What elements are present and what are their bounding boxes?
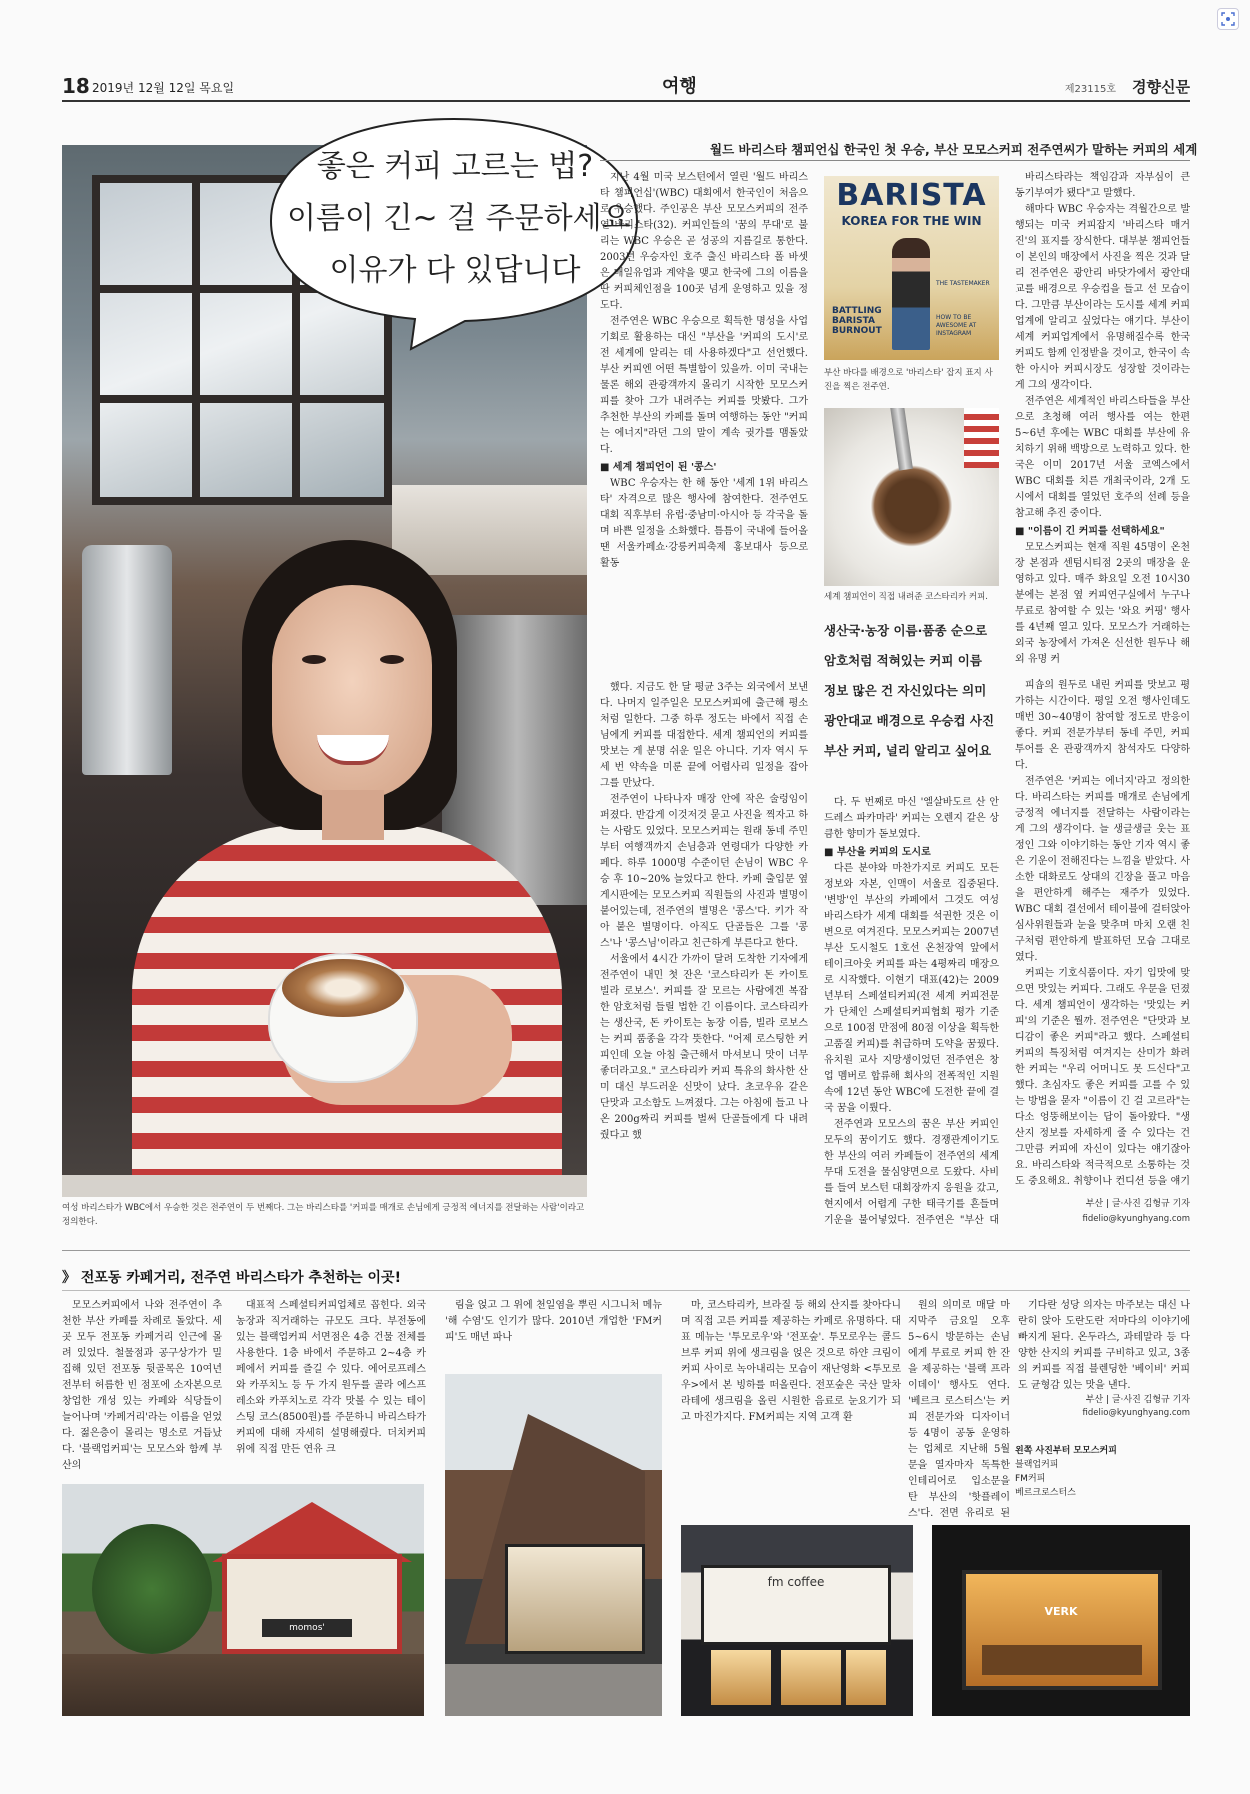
article-column-5 <box>1015 678 1190 1190</box>
sidebar-column-4 <box>681 1298 901 1520</box>
paragraph: WBC 우승자는 한 해 동안 '세계 1위 바리스타' 자격으로 많은 행사에 참여한다. 전주연도 대회 직후부터 유럽·중남미·아시아 등 각국을 돌며 바쁜 일정을 소화했다. 틈틈이 국내에 들어올 땐 서울카페쇼·강릉커피축제 홍보대사 등으로 활동 <box>600 478 808 569</box>
photo-blackup-coffee <box>445 1374 662 1716</box>
section-name: 여행 <box>662 76 697 97</box>
paragraph: 원의 의미로 매달 마지막주 금요일 오후 5~6시 방문하는 손님에게 무료로 커피 한 잔을 제공하는 '블랙 프라이데이' 행사도 연다. '베르크 로스터스'는 커피 전문가와 디자이너 등 4명이 공동 운영하는 업체로 지난해 5월 문을 열자마자 독특한 인테리어로 입소문을 탄 부산의 '핫플레이스'다. 전면 유리로 된 <box>908 1300 1010 1519</box>
verk-sign: VERK <box>1044 1605 1078 1618</box>
barista-magazine-cover <box>824 176 999 360</box>
paragraph: 전주연과 모모스의 꿈은 부산 커피인 모두의 꿈이기도 했다. 경쟁관계이기도 한 부산의 여러 카페들이 전주연의 세계 무대 도전을 물심양면으로 도왔다. 사비를 들여 보스턴 대회장까지 응원을 갔고, 현지에서 어렵게 구한 태극기를 흔들며 기운을 불어넣었다. 전주연은 "부산 대 <box>824 1119 999 1225</box>
magazine-left-text: BATTLING BARISTA BURNOUT <box>832 306 882 336</box>
sidebar-column-1 <box>62 1298 222 1476</box>
pourover-caption: 세계 챔피언이 직접 내려준 코스타리카 커피. <box>824 592 989 602</box>
paragraph: 전주연은 세계적인 바리스타들을 부산으로 초청해 여러 행사를 여는 한편 5~6년 후에는 WBC 대회를 부산에 유치하기 위해 백방으로 노력하고 있다. 한국은 이미 2017년 서울 코엑스에서 WBC 대회를 치른 개최국이라, 2개 도시에서 대회를 열었던 호주의 선례 등을 참고해 추진 중이다. <box>1015 396 1190 519</box>
paragraph: 커피는 기호식품이다. 자기 입맛에 맞으면 맛있는 커피다. 그래도 우문을 던졌다. 세계 챔피언이 생각하는 '맛있는 커피'의 기준은 뭘까. 전주연은 "단맛과 보디감이 좋은 커피"라고 했다. 스페셜티커피의 특징처럼 여겨지는 산미가 화려한 커피는 "우리 어머니도 못 드신다"고 했다. 초심자도 좋은 커피를 고를 수 있는 방법을 묻자 "이름이 긴 걸 고르라"는 다소 엉뚱해보이는 답이 돌아왔다. "생산지 정보를 자세하게 줄 수 있다는 건 그만큼 커피에 자신이 있다는 얘기잖아요. 바리스타와 적극적으로 소통하는 것도 중요해요. 취향이나 컨디션 등을 얘기 <box>1015 968 1190 1187</box>
subheading: ■ 부산을 커피의 도시로 <box>824 847 931 858</box>
article-column-3 <box>824 795 999 1225</box>
masthead <box>62 72 1190 102</box>
sidebar-byline: 부산 | 글·사진 김형규 기자 <box>1085 1395 1190 1405</box>
paragraph: 바리스타라는 책임감과 자부심이 큰 동기부여가 됐다"고 말했다. <box>1015 172 1190 199</box>
momos-sign: momos' <box>262 1619 352 1637</box>
legend-item: 베르크로스터스 <box>1015 1488 1076 1498</box>
paragraph: 피숍의 원두로 내린 커피를 맛보고 평가하는 시간이다. 평일 오전 행사인데도 매번 30~40명이 참여할 정도로 반응이 좋다. 커피 전문가부터 동네 주민, 커피투어를 온 관광객까지 참석자도 다양하다. <box>1015 680 1190 771</box>
legend-item: 블랙업커피 <box>1015 1460 1059 1470</box>
sidebar-column-2 <box>236 1298 426 1476</box>
bubble-line-1: 좋은 커피 고르는 법? <box>316 149 594 184</box>
paragraph: 대표적 스페셜티커피업체로 꼽힌다. 외국 농장과 직거래하는 규모도 크다. 부전동에 있는 블랙업커피 서면점은 4층 건물 전체를 사용한다. 1층 바에서 주문하고 2~4층 카페에서 커피를 즐길 수 있다. 에어로프레스와 카푸치노 등 두 가지 원두를 골라 에스프레소와 카푸치노로 각각 맛볼 수 있는 테이스팅 코스(8500원)를 주문하니 바리스타가 커피에 대해 자세히 설명해줬다. 더치커피 위에 직접 만든 연유 크 <box>236 1300 426 1455</box>
article-column-2-body <box>600 680 808 1220</box>
sidebar-column-5 <box>908 1298 1010 1520</box>
photo-verk-roasters <box>932 1525 1190 1716</box>
pull-quote-line: 부산 커피, 널리 알리고 싶어요 <box>824 743 992 758</box>
article-email-link[interactable]: fidelio@kyunghyang.com <box>1082 1214 1190 1224</box>
zoom-button[interactable] <box>1217 8 1239 30</box>
paragraph: 서울에서 4시간 가까이 달려 도착한 기자에게 전주연이 내민 첫 잔은 '코스타리카 돈 카이토 빌라 로보스'. 커피를 잘 모르는 사람에겐 복잡한 암호처럼 들릴 법한 긴 이름이다. 코스타리카는 생산국, 돈 카이토는 농장 이름, 빌라 로보스는 커피 품종을 각각 뜻한다. "어제 로스팅한 커피인데 오늘 아침 출근해서 마셔보니 맛이 너무 좋더라고요." 코스타리카 커피 특유의 화사한 산미 대신 부드러운 신맛이 났다. 초코우유 같은 단맛과 고소함도 느껴졌다. 그는 아침에 들고 나온 200g짜리 커피를 벌써 단골들에게 다 내려줬다고 했 <box>600 954 808 1141</box>
pull-quote-line: 정보 많은 건 자신있다는 의미 <box>824 683 987 698</box>
paragraph: 모모스커피는 현재 직원 45명이 온천장 본점과 센텀시티점 2곳의 매장을 운영하고 있다. 매주 화요일 오전 10시30분에는 본점 옆 커피연구실에서 누구나 무료로 참여할 수 있는 '와요 커핑' 행사를 4년째 열고 있다. 모모스가 거래하는 외국 농장에서 가져온 신선한 원두나 해외 유명 커 <box>1015 542 1190 665</box>
sidebar-column-3 <box>445 1298 662 1368</box>
paragraph: 마, 코스타리카, 브라질 등 해외 산지를 찾아다니며 직접 고른 커피를 제공하는 카페로 유명하다. 대표 메뉴는 '투모로우'와 '전포숲'. 투모로우는 콜드브루 커피 위에 생크림을 얹은 것으로 하얀 크림이 커피 사이로 녹아내리는 모습이 재난영화 <투모로우>에서 본 빙하를 떠올린다. 전포숲은 국산 말차라테에 생크림을 올린 시원한 음료로 눈요기가 되고 마진가지다. FM커피는 지역 고객 환 <box>681 1300 901 1423</box>
pull-quote <box>824 616 999 766</box>
bubble-line-2: 이름이 긴~ 걸 주문하세요 <box>287 201 631 236</box>
pull-quote-line: 생산국·농장 이름·품종 순으로 <box>824 623 988 638</box>
paragraph: 기다란 성당 의자는 마주보는 대신 나란히 앉아 도란도란 저마다의 이야기에 빠지게 된다. 온두라스, 과테말라 등 다양한 산지의 커피를 구비하고 있고, 3종의 커피를 직접 블렌딩한 '베이비' 커피도 균형감 있는 맛을 낸다. <box>1018 1300 1190 1390</box>
magazine-title: BARISTA <box>836 178 987 213</box>
paragraph: 전주연은 WBC 우승으로 획득한 명성을 사업 기회로 활용하는 대신 "부산을 '커피의 도시'로 전 세계에 알리는 데 사용하겠다"고 선언했다. 부산 커피엔 어떤 특별함이 있을까. 이미 국내는 물론 해외 관광객까지 몰리기 시작한 모모스커피를 찾아 그가 내려주는 커피를 맛봤다. 그가 추천한 부산의 카페를 돌며 여행하는 동안 "커피는 에너지"라던 그의 말이 계속 귓가를 맴돌았다. <box>600 316 808 455</box>
paragraph: 림을 얹고 그 위에 천일염을 뿌린 시그니처 메뉴 '해 수염'도 인기가 많다. 2010년 개업한 'FM커피'도 매년 파나 <box>445 1300 662 1343</box>
pull-quote-line: 암호처럼 적혀있는 커피 이름 <box>824 653 982 668</box>
magazine-subtitle: KOREA FOR THE WIN <box>841 214 982 228</box>
page-date: 2019년 12월 12일 목요일 <box>92 81 235 95</box>
article-headline: 월드 바리스타 챔피언십 한국인 첫 우승, 부산 모모스커피 전주연씨가 말하는 커피의 세계 <box>710 142 1198 157</box>
paragraph: 다른 분야와 마찬가지로 커피도 모든 정보와 자본, 인맥이 서울로 집중된다. '변방'인 부산의 카페에서 그것도 여성 바리스타가 세계 대회를 석권한 것은 이변으로 여겨진다. 모모스커피는 2007년 부산 도시철도 1호선 온천장역 앞에서 테이크아웃 커피를 파는 4평짜리 매장으로 시작했다. 이현기 대표(42)는 2009년부터 스페셜티커피(전 세계 커피전문가 단체인 스페셜티커피협회 평가 기준으로 100점 만점에 80점 이상을 획득한 고품질 커피)를 취급하며 도약을 꿈꿨다. 유치원 교사 지망생이었던 전주연은 창업 멤버로 합류해 회사의 전폭적인 지원 속에 12년 동안 WBC에 도전한 끝에 결국 꿈을 이뤘다. <box>824 863 999 1114</box>
paragraph: 모모스커피에서 나와 전주연이 추천한 부산 카페를 차례로 돌았다. 세 곳 모두 전포동 카페거리 인근에 몰려 있었다. 철물점과 공구상가가 밀집해 있던 전포동 뒷골목은 10여년 전부터 허름한 빈 점포에 소자본으로 창업한 개성 있는 카페와 식당들이 늘어나며 '카페거리'라는 이름을 얻었다. 젊은층이 몰리는 명소로 거듭났다. '블랙업커피'는 모모스와 함께 부산의 <box>62 1300 222 1471</box>
photo-legend <box>1015 1444 1190 1500</box>
magazine-caption: 부산 바다를 배경으로 '바리스타' 잡지 표지 사진을 찍은 전주연. <box>824 368 993 392</box>
paragraph: 다. 두 번째로 마신 '엘살바도르 산 안드레스 파카마라' 커피는 오렌지 같은 상큼한 향미가 돋보였다. <box>824 797 999 840</box>
fm-coffee-sign: fm coffee <box>767 1575 825 1589</box>
bubble-line-3: 이유가 다 있답니다 <box>329 253 581 288</box>
paragraph: 전주연은 '커피는 에너지'라고 정의한다. 바리스타는 커피를 매개로 손님에게 긍정적 에너지를 전달하는 사람이라는 게 그의 생각이다. 늘 생글생글 웃는 표정인 그와 이야기하는 동안 기자 역시 좋은 기운이 전해진다는 느낌을 받았다. 사소한 대화로도 상대의 긴장을 풀고 마음을 편안하게 해주는 재주가 있었다. WBC 대회 결선에서 테이블에 걸터앉아 심사위원들과 눈을 맞추며 마치 오랜 친구처럼 편안하게 발표하던 모습 그대로였다. <box>1015 776 1190 963</box>
headline-rule <box>600 160 1190 161</box>
main-photo-caption: 여성 바리스타가 WBC에서 우승한 것은 전주연이 두 번째다. 그는 바리스타를 '커피를 매개로 손님에게 긍정적 에너지를 전달하는 사람'이라고 정의한다. <box>62 1203 585 1227</box>
legend-title: 왼쪽 사진부터 모모스커피 <box>1015 1446 1117 1456</box>
newspaper-name: 경향신문 <box>1132 78 1190 96</box>
paragraph: 해마다 WBC 우승자는 격월간으로 발행되는 미국 커피잡지 '바리스타 매거진'의 표지를 장식한다. 대부분 챔피언들이 본인의 매장에서 사진을 찍은 것과 달리 전주연은 광안리 바닷가에서 광안대교를 배경으로 우승컵을 들고 선 모습이다. 그만큼 부산이라는 도시를 세계 커피업계에 알리고 싶었다는 얘기다. 부산이 세계 커피업계에서 유명해질수록 한국 커피도 함께 인정받을 것이고, 한국이 속한 아시아 커피시장도 성장할 것이라는 게 그의 생각이다. <box>1015 204 1190 391</box>
sidebar-column-6 <box>1018 1298 1190 1390</box>
legend-item: FM커피 <box>1015 1474 1046 1484</box>
issue-number: 제23115호 <box>1064 84 1116 95</box>
page-number: 18 <box>62 74 90 98</box>
paragraph: 지난 4월 미국 보스턴에서 열린 '월드 바리스타 챔피언십'(WBC) 대회에서 한국인이 처음으로 우승했다. 주인공은 부산 모모스커피의 전주연 바리스타(32). 커피인들의 '꿈의 무대'로 불리는 WBC 우승은 곧 성공의 지름길로 통한다. 2003년 우승자인 호주 출신 바리스타 폴 바셋은 매일유업과 계약을 맺고 한국에 그의 이름을 딴 커피체인점을 100곳 넘게 운영하고 있을 정도다. <box>600 172 808 311</box>
pull-quote-line: 광안대교 배경으로 우승컵 사진 <box>824 713 995 728</box>
subheading: ■ 세계 챔피언이 된 '콩스' <box>600 462 717 473</box>
zoom-icon <box>1221 12 1235 26</box>
subheading: ■ "이름이 긴 커피를 선택하세요" <box>1015 526 1165 537</box>
magazine-tag: THE TASTEMAKER <box>936 280 990 287</box>
sidebar-heading: 》 전포동 카페거리, 전주연 바리스타가 추천하는 이곳! <box>62 1270 401 1286</box>
paragraph: 했다. 지금도 한 달 평균 3주는 외국에서 보낸다. 나머지 일주일은 모모스커피에 출근해 평소처럼 일한다. 그중 하루 정도는 바에서 직접 손님에게 커피를 대접한다. 세계 챔피언의 커피를 맛보는 게 분명 쉬운 일은 아니다. 기자 역시 두세 번 약속을 미룬 끝에 어렵사리 일정을 잡아 그를 만났다. <box>600 682 808 789</box>
photo-momos-coffee <box>62 1484 424 1716</box>
photo-fm-coffee <box>681 1525 913 1716</box>
pourover-photo <box>824 408 999 586</box>
sidebar-email-link[interactable]: fidelio@kyunghyang.com <box>1082 1408 1190 1418</box>
article-byline: 부산 | 글·사진 김형규 기자 <box>1085 1199 1190 1209</box>
paragraph: 전주연이 나타나자 매장 안에 작은 술렁임이 퍼졌다. 반갑게 이것저것 묻고 사진을 찍자고 하는 사람도 있었다. 모모스커피는 원래 동네 주민부터 여행객까지 손님층과 연령대가 다양한 카페다. 하루 1000명 수준이던 손님이 WBC 우승 후 10~20% 늘었다고 한다. 카페 출입문 옆 게시판에는 모모스커피 직원들의 사진과 별명이 붙어있는데, 전주연의 별명은 '콩스'다. 키가 작아 붙은 별명이다. 아직도 단골들은 그를 '콩스'나 '콩스님'이라고 친근하게 부른다고 한다. <box>600 794 808 949</box>
speech-bubble-headline <box>265 113 643 351</box>
sidebar-heading-rule <box>62 1290 1190 1291</box>
magazine-right-text: HOW TO BE AWESOME AT INSTAGRAM <box>936 314 977 337</box>
section-divider <box>62 1250 1190 1251</box>
article-column-4 <box>1015 170 1190 670</box>
